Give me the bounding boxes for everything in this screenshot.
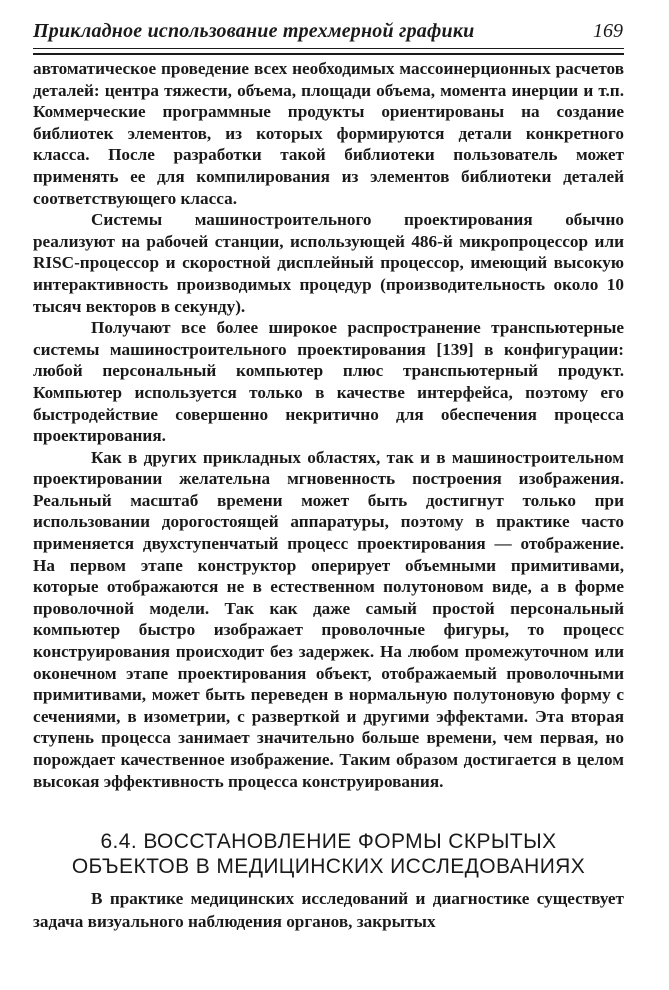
paragraph-continued: автоматическое проведение всех необходимых массоинерционных расчетов деталей: центра тяжести, объема, площади объема, момента инерции и т.п. Коммерческие программные продукты ориентированы на создание библиотек элементов, из которых формируются детали конкретного класса. После разработки такой библиотеки пользователь может применять ее для компилирования из элементов библиотеки деталей соответствующего класса.: [33, 59, 624, 208]
running-head: [33, 18, 623, 46]
paragraph: Получают все более широкое распространение транспьютерные системы машиностроительного проектирования [139] в конфигурации: любой персональный компьютер плюс транспьютерный продукт. Компьютер используется только в качестве интерфейса, поэтому его быстродействие совершенно некритично для обеспечения процесса проектирования.: [33, 318, 624, 446]
section-heading-line-1: 6.4. ВОССТАНОВЛЕНИЕ ФОРМЫ СКРЫТЫХ: [100, 830, 557, 853]
section-heading-line-2: ОБЪЕКТОВ В МЕДИЦИНСКИХ ИССЛЕДОВАНИЯХ: [71, 855, 586, 878]
paragraph: Системы машиностроительного проектирования обычно реализуют на рабочей станции, использующей 486-й микропроцессор или RISC-процессор и скоростной дисплейный процессор, имеющий высокую интерактивность производимых процедур (производительность около 10 тысяч векторов в секунду).: [33, 210, 624, 316]
page-number: 169: [593, 20, 623, 42]
paragraph: В практике медицинских исследований и диагностике существует задача визуального наблюдения органов, закрытых: [33, 889, 624, 931]
body-text: [33, 58, 624, 792]
section-heading: [33, 829, 624, 879]
header-rule: [33, 48, 624, 55]
paragraph: Как в других прикладных областях, так и в машиностроительном проектировании желательна мгновенность построения изображения. Реальный масштаб времени может быть достигнут только при использовании дорогостоящей аппаратуры, поэтому в практике часто применяется двухступенчатый процесс проектирования — отображение. На первом этапе конструктор оперирует объемными примитивами, которые отображаются не в естественном полутоновом виде, а в форме проволочной модели. Так как даже самый простой персональный компьютер быстро изображает проволочные фигуры, то процесс конструирования происходит без задержек. На любом промежуточном или оконечном этапе проектирования объект, отображаемый проволочными примитивами, может быть переведен в нормальную полутоновую форму с сечениями, в изометрии, с разверткой и другими эффектами. Эта вторая ступень процесса занимает значительно больше времени, чем первая, но порождает качественное изображение. Таким образом достигается в целом высокая эффективность процесса конструирования.: [33, 447, 624, 791]
running-title: Прикладное использование трехмерной графики: [33, 20, 475, 42]
section-body-text: [33, 887, 624, 933]
